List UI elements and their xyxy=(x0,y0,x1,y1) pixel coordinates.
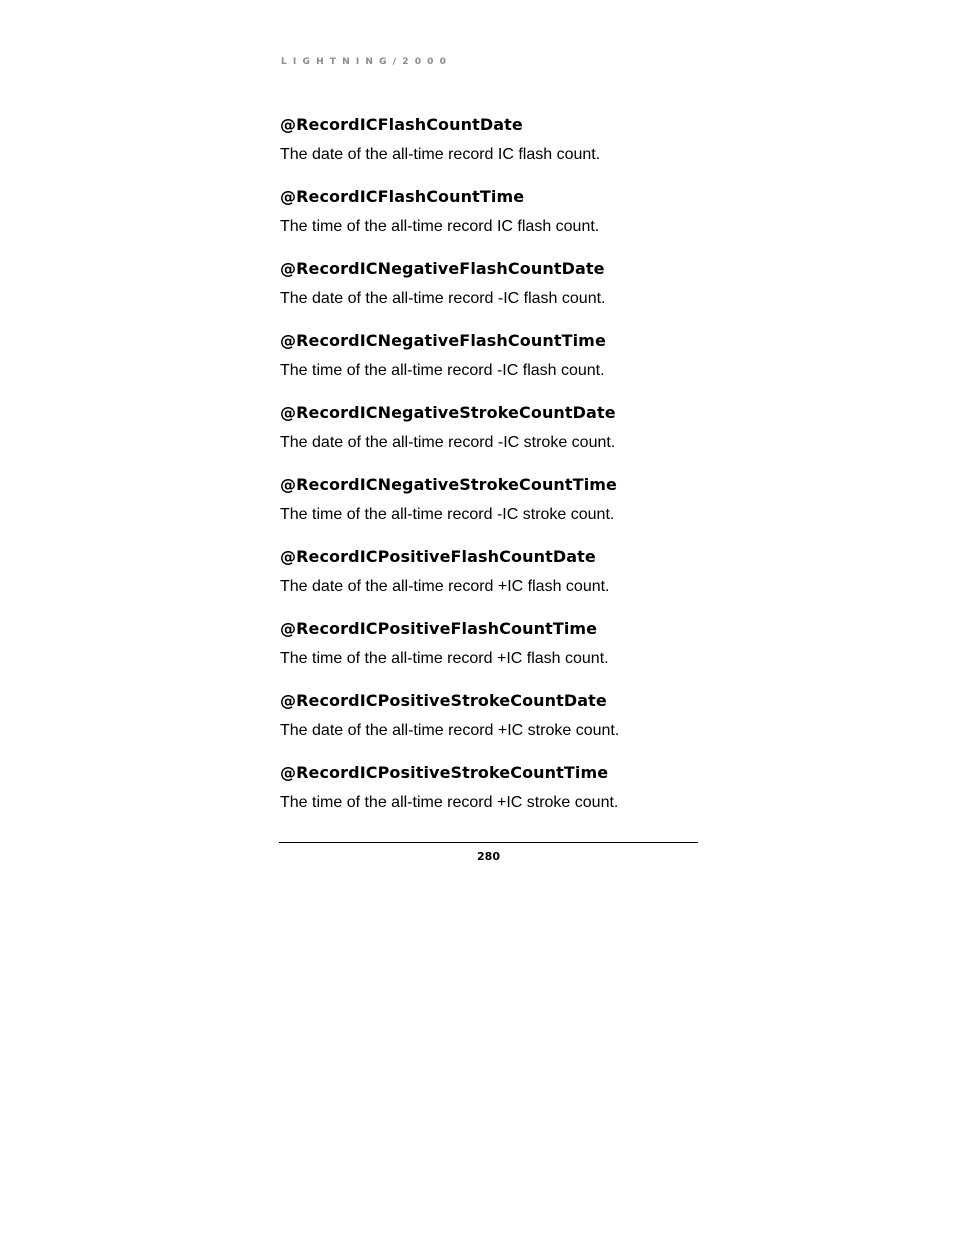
definition-entry xyxy=(280,547,700,619)
definition-entry xyxy=(280,619,700,691)
definition-term: @RecordICFlashCountDate xyxy=(280,115,523,134)
definition-term: @RecordICNegativeFlashCountTime xyxy=(280,331,606,350)
page-number: 280 xyxy=(477,850,500,863)
definition-term: @RecordICPositiveStrokeCountTime xyxy=(280,763,609,782)
definition-description: The date of the all-time record IC flash count. xyxy=(280,146,601,163)
definition-description: The date of the all-time record -IC stroke count. xyxy=(280,434,616,451)
definition-list xyxy=(280,115,700,835)
definition-entry xyxy=(280,763,700,835)
definition-description: The time of the all-time record -IC stroke count. xyxy=(280,506,615,523)
definition-entry xyxy=(280,331,700,403)
definition-description: The time of the all-time record -IC flash count. xyxy=(280,362,605,379)
definition-entry xyxy=(280,475,700,547)
definition-term: @RecordICNegativeFlashCountDate xyxy=(280,259,605,278)
definition-description: The date of the all-time record +IC flash count. xyxy=(280,578,610,595)
definition-entry xyxy=(280,691,700,763)
definition-description: The time of the all-time record +IC flash count. xyxy=(280,650,609,667)
running-header: LIGHTNING/2000 xyxy=(281,57,453,67)
definition-entry xyxy=(280,259,700,331)
definition-description: The date of the all-time record -IC flash count. xyxy=(280,290,606,307)
footer-divider xyxy=(279,842,698,843)
definition-description: The time of the all-time record +IC stroke count. xyxy=(280,794,619,811)
definition-entry xyxy=(280,187,700,259)
definition-description: The date of the all-time record +IC stroke count. xyxy=(280,722,620,739)
definition-term: @RecordICNegativeStrokeCountDate xyxy=(280,403,616,422)
definition-entry xyxy=(280,115,700,187)
definition-term: @RecordICPositiveFlashCountDate xyxy=(280,547,596,566)
definition-term: @RecordICNegativeStrokeCountTime xyxy=(280,475,617,494)
definition-term: @RecordICPositiveStrokeCountDate xyxy=(280,691,607,710)
definition-description: The time of the all-time record IC flash count. xyxy=(280,218,600,235)
definition-entry xyxy=(280,403,700,475)
definition-term: @RecordICFlashCountTime xyxy=(280,187,525,206)
definition-term: @RecordICPositiveFlashCountTime xyxy=(280,619,598,638)
